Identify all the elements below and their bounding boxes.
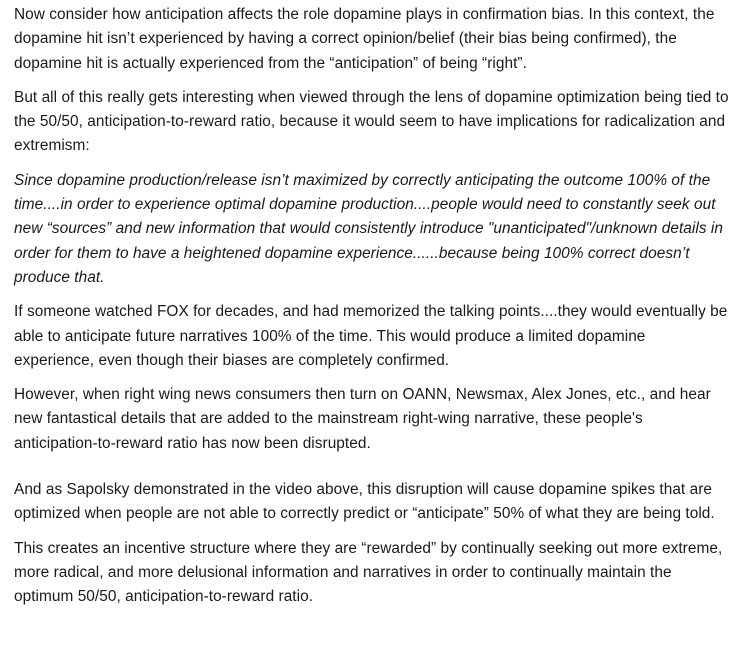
paragraph-lens-of-optimization: But all of this really gets interesting when viewed through the lens of dopamine optimization being tied to the 50/50, anticipation-to-reward ratio, because it would seem to have implications for radicalization and extremism: xyxy=(14,88,729,155)
paragraph-right-wing-consumers: However, when right wing news consumers then turn on OANN, Newsmax, Alex Jones, etc., and hear new fantastical details that are added to the mainstream right-wing narrative, these people's anticipation-to-reward ratio has now been disrupted. xyxy=(14,386,711,452)
paragraph-incentive-structure: This creates an incentive structure where they are “rewarded” by continually seeking out more extreme, more radical, and more delusional information and narratives in order to continually maintain the optimum 50/50, anticipation-to-reward ratio. xyxy=(14,539,723,606)
paragraph-sapolsky: And as Sapolsky demonstrated in the video above, this disruption will cause dopamine spikes that are optimized when people are not able to correctly predict or “anticipate” 50% of what they are being told. xyxy=(14,481,715,523)
paragraph-anticipation-confirmation-bias: Now consider how anticipation affects the role dopamine plays in confirmation bias. In this context, the dopamine hit isn’t experienced by having a correct opinion/belief (their bias being confirmed), the dopamine hit is actually experienced from the “anticipation” of being “right”. xyxy=(14,6,715,72)
paragraph-italic-dopamine-production: Since dopamine production/release isn’t maximized by correctly anticipating the outcome 100% of the time....in order to experience optimal dopamine production....people would need to constantly seek out new “sources” and new information that would consistently introduce "unanticipated"/unknown details in order for them to have a heightened dopamine experience......because being 100% correct doesn’t produce that. xyxy=(14,171,724,286)
paragraph-fox-example: If someone watched FOX for decades, and had memorized the talking points....they would eventually be able to anticipate future narratives 100% of the time. This would produce a limited dopamine experience, even though their biases are completely confirmed. xyxy=(14,303,728,369)
